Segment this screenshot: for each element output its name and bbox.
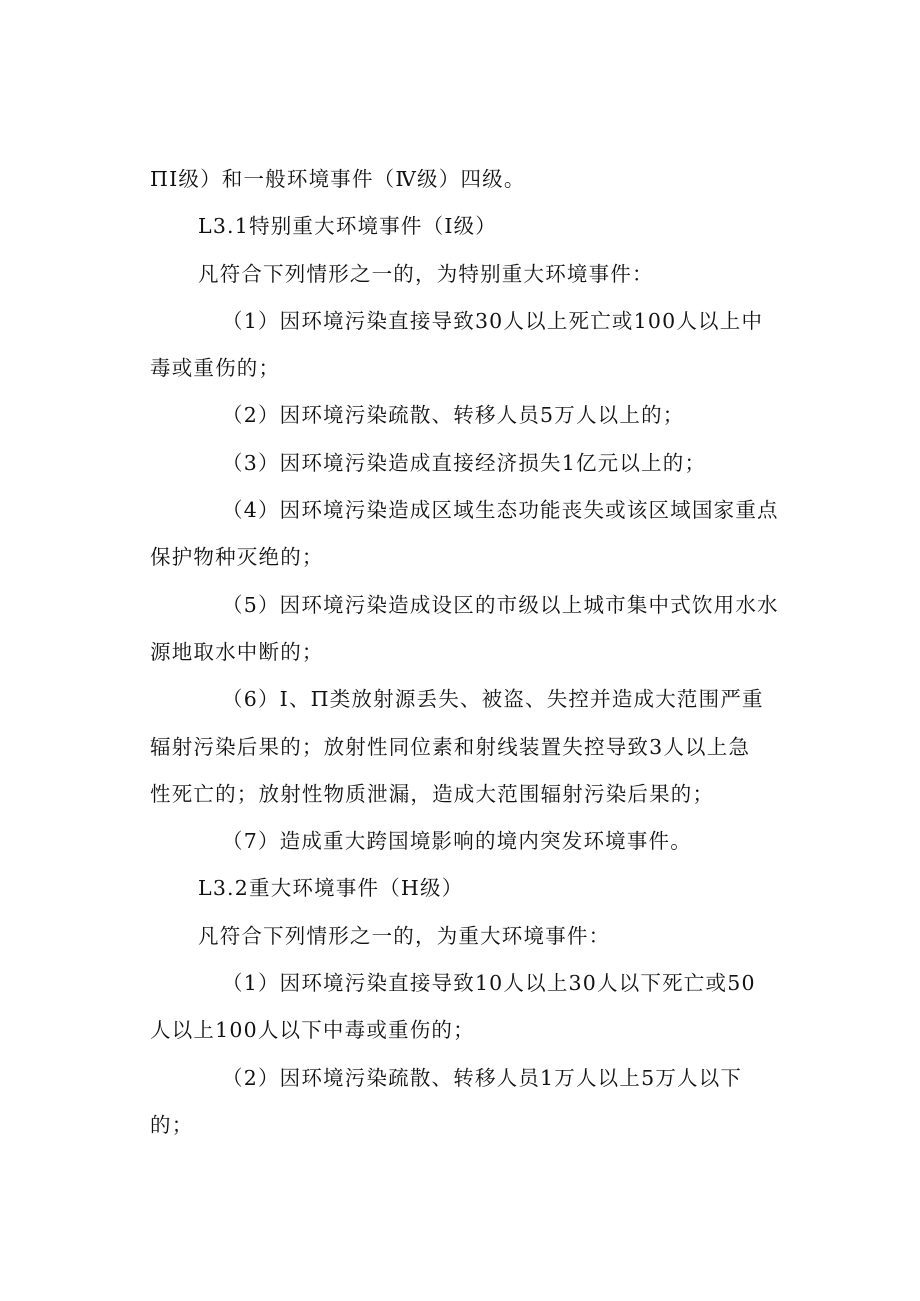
text-line: 毒或重伤的； (150, 356, 281, 381)
list-item: （1）因环境污染直接导致30人以上死亡或100人以上中 (222, 308, 764, 333)
text-line: 的； (150, 1112, 194, 1137)
list-item: （6）Ⅰ、Π类放射源丢失、被盗、失控并造成大范围严重 (222, 687, 764, 712)
text-line: ΠⅠ级）和一般环境事件（Ⅳ级）四级。 (150, 167, 526, 191)
text-line: 辐射污染后果的；放射性同位素和射线装置失控导致3人以上急 (150, 734, 751, 759)
text-line: 凡符合下列情形之一的，为特别重大环境事件： (198, 261, 654, 286)
text-line: 凡符合下列情形之一的，为重大环境事件： (198, 923, 611, 948)
list-item: （1）因环境污染直接导致10人以上30人以下死亡或50 (222, 971, 756, 996)
list-item: （3）因环境污染造成直接经济损失1亿元以上的； (222, 450, 707, 475)
list-item: （7）造成重大跨国境影响的境内突发环境事件。 (222, 829, 692, 854)
list-item: （4）因环境污染造成区域生态功能丧失或该区域国家重点 (222, 498, 779, 523)
list-item: （5）因环境污染造成设区的市级以上城市集中式饮用水水 (222, 592, 779, 617)
section-heading: L3.1特别重大环境事件（Ⅰ级） (198, 214, 498, 239)
text-line: 性死亡的；放射性物质泄漏，造成大范围辐射污染后果的； (150, 781, 715, 806)
section-heading: L3.2重大环境事件（H级） (198, 876, 464, 901)
list-item: （2）因环境污染疏散、转移人员5万人以上的； (222, 403, 685, 428)
text-line: 保护物种灭绝的； (150, 545, 324, 570)
text-line: 源地取水中断的； (150, 639, 324, 664)
document-body (150, 156, 802, 1149)
list-item: （2）因环境污染疏散、转移人员1万人以上5万人以下 (222, 1065, 743, 1090)
text-line: 人以上100人以下中毒或重伤的； (150, 1018, 475, 1043)
